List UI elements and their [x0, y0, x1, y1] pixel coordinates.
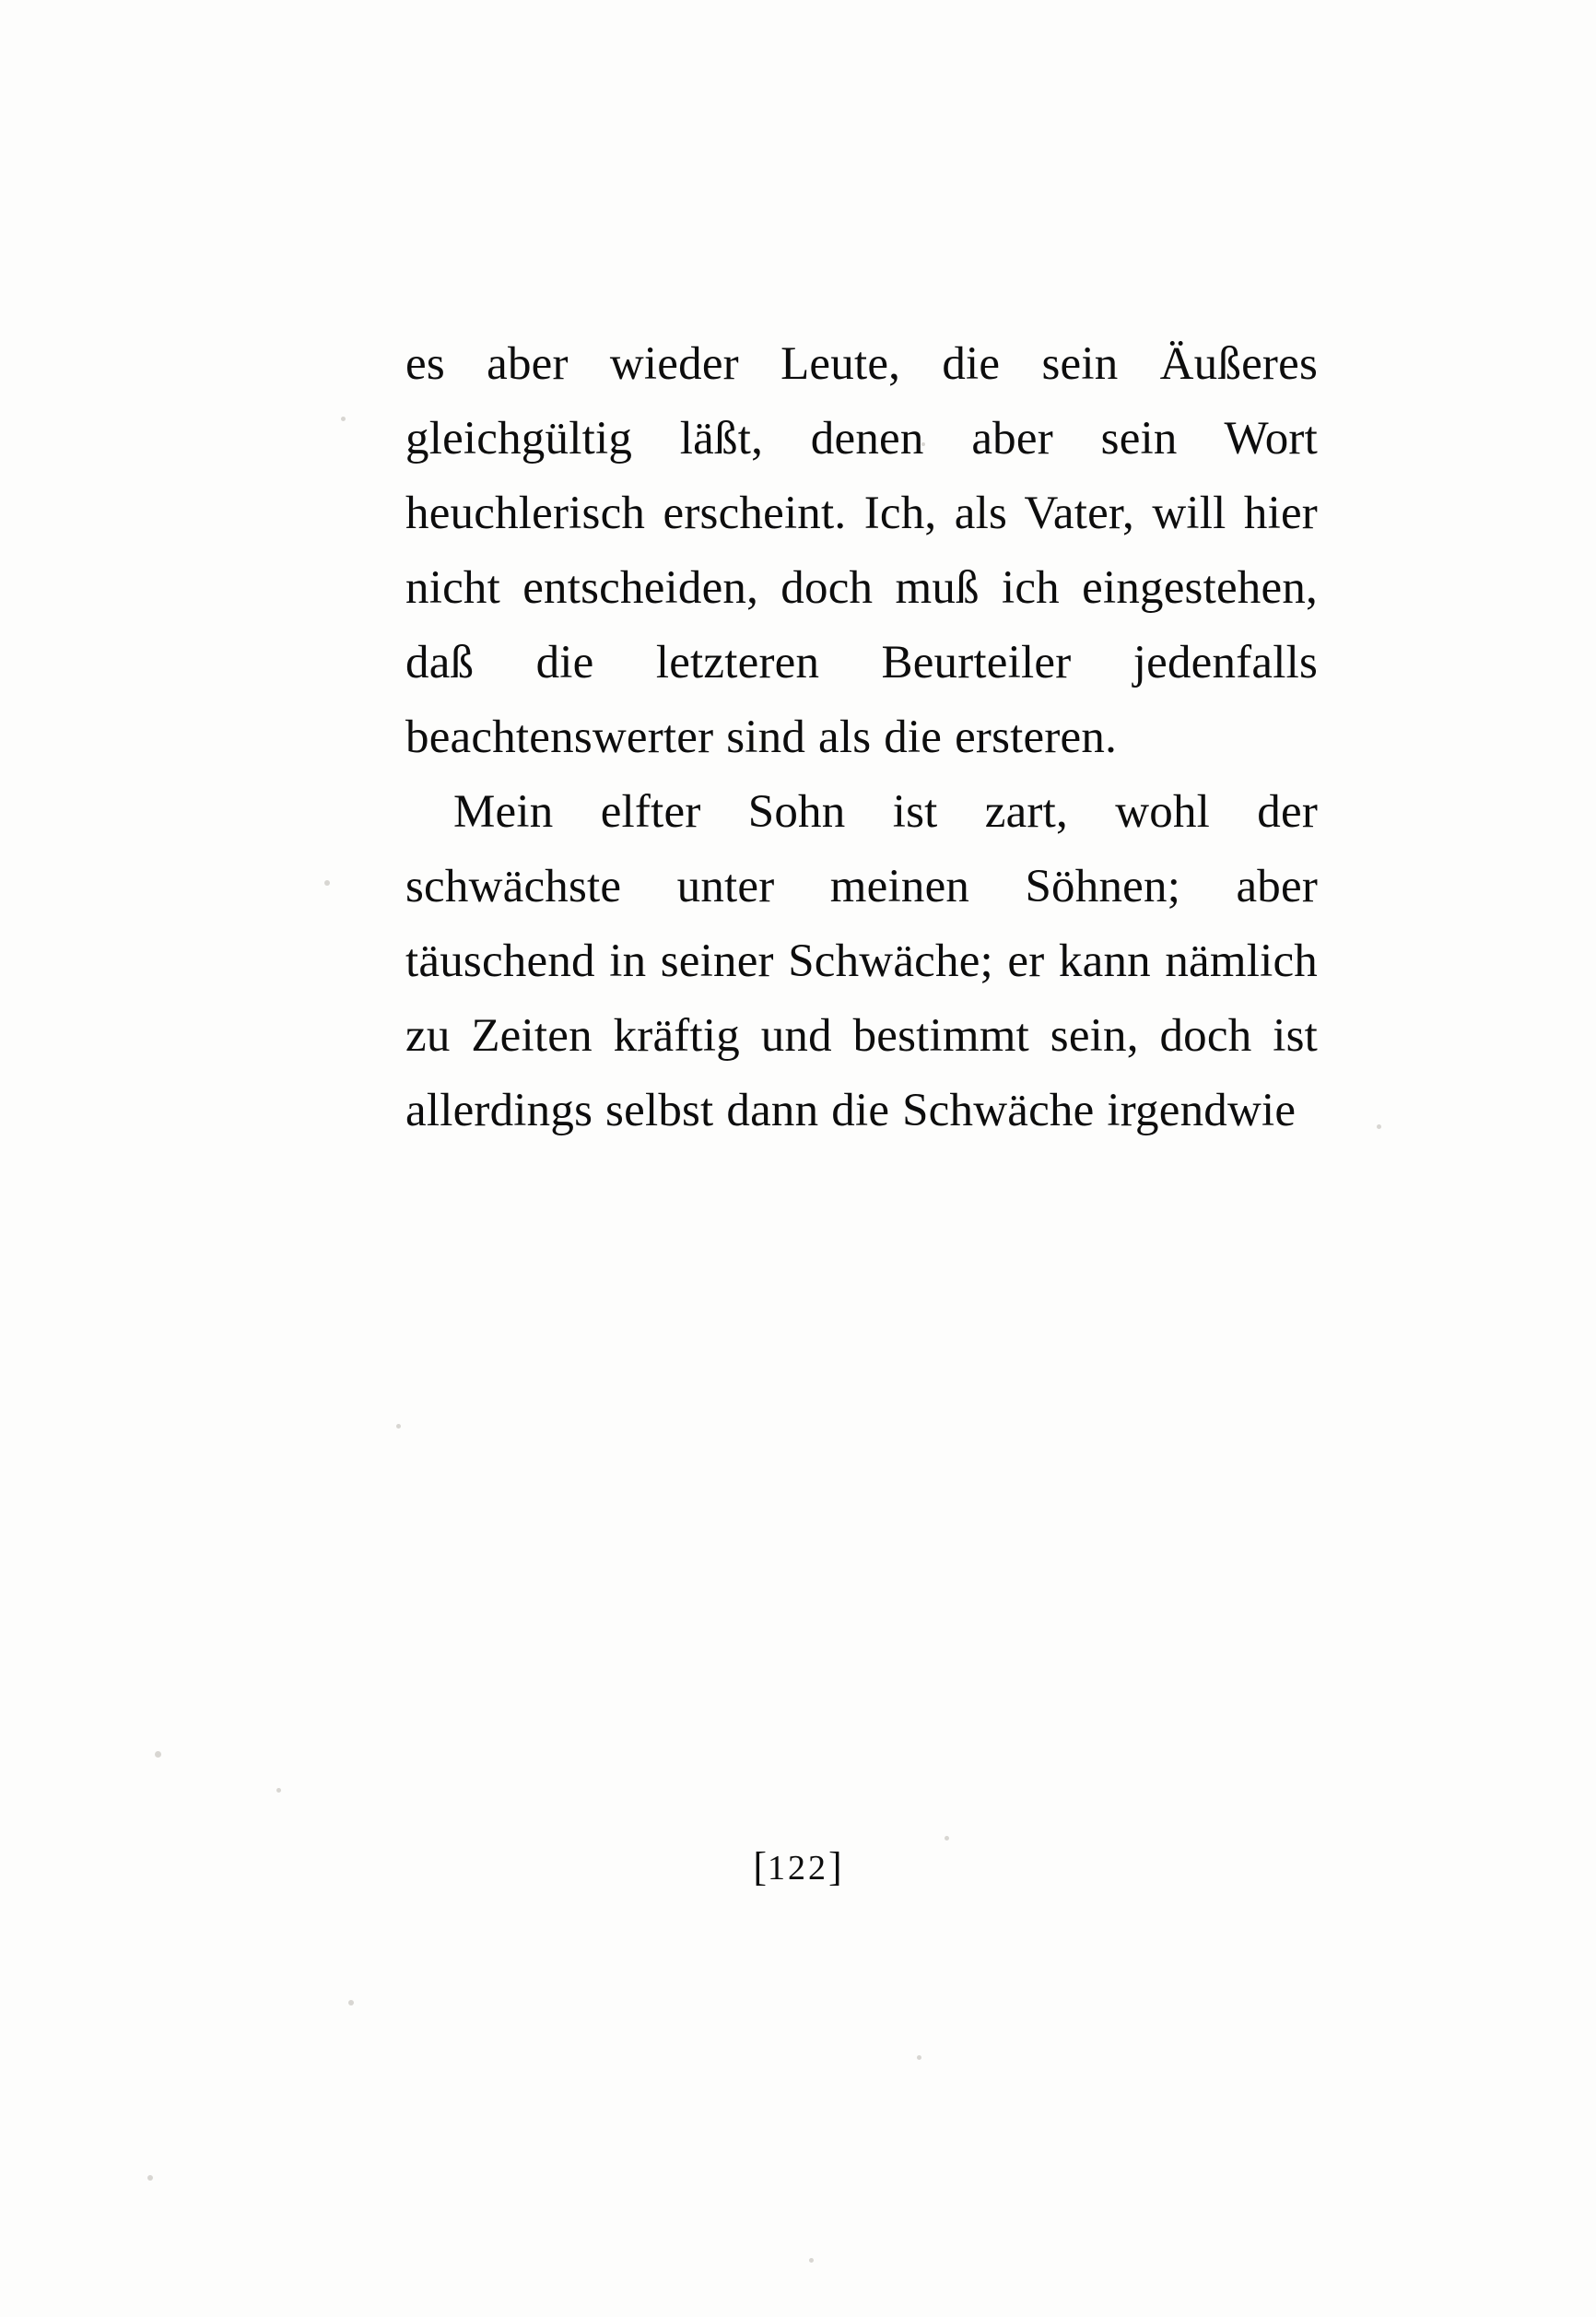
paper-speck [1377, 1124, 1381, 1129]
paper-speck [396, 1424, 401, 1429]
paper-speck [324, 880, 330, 886]
page-folio [0, 1843, 1596, 1890]
paper-speck [917, 2055, 921, 2060]
paper-speck [945, 1836, 949, 1841]
paragraph: es aber wieder Leute, die sein Äußeres gleichgültig läßt, denen aber sein Wort heuchlerisch erscheint. Ich, als Vater, will hier nicht entscheiden, doch muß ich eingestehen, daß die letzteren Beurteiler jedenfalls beachtenswerter sind als die ersteren. [405, 338, 1318, 763]
paper-speck [155, 1751, 161, 1758]
folio-bracket-close: ] [828, 1844, 843, 1889]
folio-number: 122 [768, 1849, 828, 1888]
paper-speck [276, 1788, 281, 1793]
body-text [405, 327, 1318, 1148]
paragraph: Mein elfter Sohn ist zart, wohl der schwächste unter meinen Söhnen; aber täuschend in seiner Schwäche; er kann nämlich zu Zeiten kräftig und bestimmt sein, doch ist allerdings selbst dann die Schwäche irgendwie [405, 786, 1318, 1136]
folio-bracket-open: [ [753, 1844, 768, 1889]
paper-speck [809, 2258, 814, 2263]
paper-speck [348, 2000, 354, 2005]
paper-speck [147, 2175, 153, 2181]
paper-speck [341, 417, 346, 421]
